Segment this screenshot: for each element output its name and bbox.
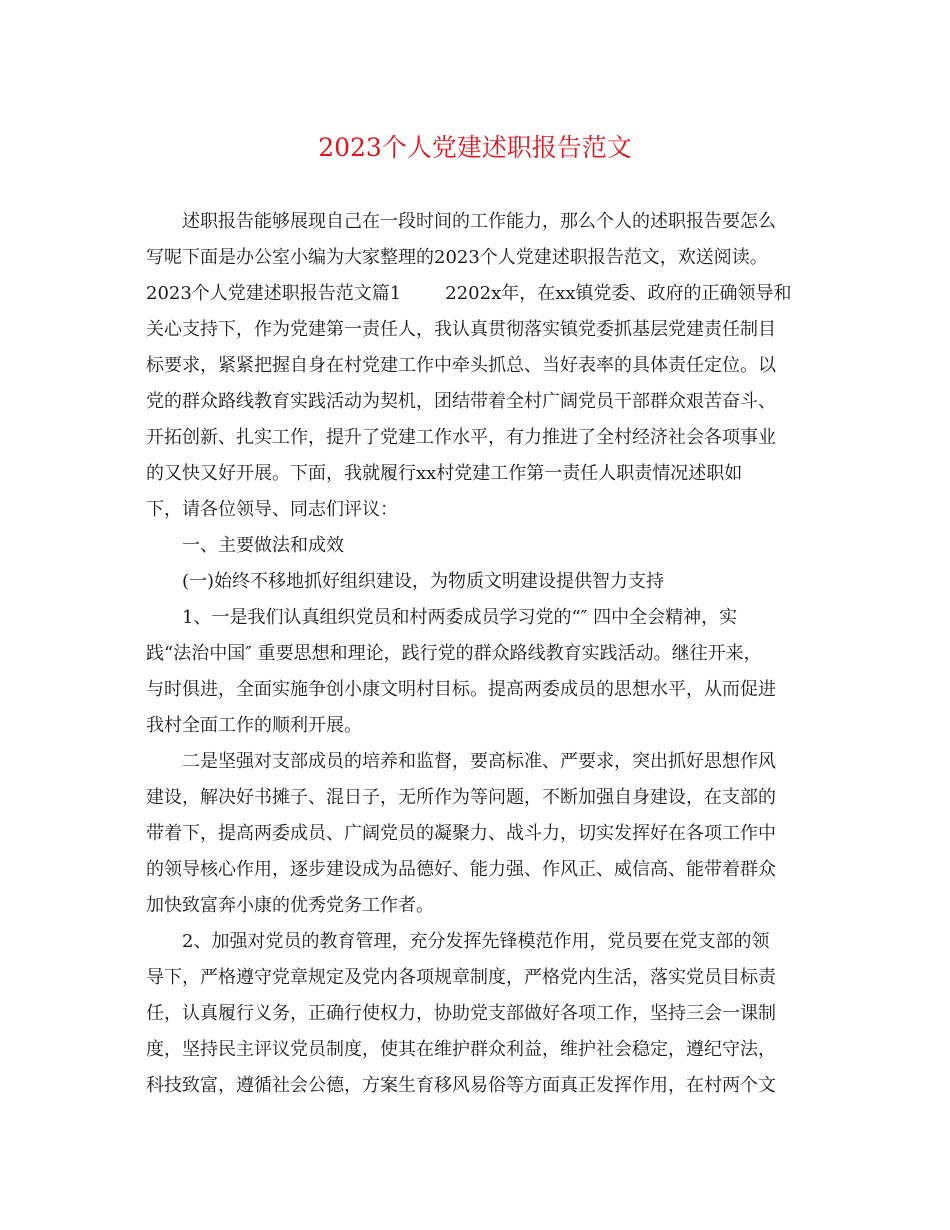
subsection-heading-1: (一)始终不移地抓好组织建设，为物质文明建设提供智力支持 bbox=[182, 571, 665, 592]
item-1-line-3: 与时俱进，全面实施争创小康文明村目标。提高两委成员的思想水平，从而促进 bbox=[146, 679, 776, 700]
item-1-line-2: 践“法治中国″ 重要思想和理论，践行党的群众路线教育实践活动。继往开来， bbox=[146, 643, 762, 664]
paragraph-1-line-5: 开拓创新、扎实工作，提升了党建工作水平，有力推进了全村经济社会各项事业 bbox=[146, 427, 776, 448]
item-1b-line-3: 带着下，提高两委成员、广阔党员的凝聚力、战斗力，切实发挥好在各项工作中 bbox=[146, 823, 776, 844]
item-2-line-5: 科技致富，遵循社会公德，方案生育移风易俗等方面真正发挥作用，在村两个文 bbox=[146, 1075, 776, 1096]
item-1b-line-1: 二是坚强对支部成员的培养和监督，要高标准、严要求，突出抓好思想作风 bbox=[182, 751, 776, 772]
item-2-line-4: 度，坚持民主评议党员制度，使其在维护群众利益，维护社会稳定，遵纪守法， bbox=[146, 1039, 776, 1060]
paragraph-1-line-4: 党的群众路线教育实践活动为契机，团结带着全村广阔党员干部群众艰苦奋斗、 bbox=[146, 391, 776, 412]
item-1b-line-4: 的领导核心作用，逐步建设成为品德好、能力强、作风正、威信高、能带着群众 bbox=[146, 859, 776, 880]
section-heading-1: 一、主要做法和成效 bbox=[182, 535, 344, 556]
paragraph-1-line-2: 关心支持下，作为党建第一责任人，我认真贯彻落实镇党委抓基层党建责任制目 bbox=[146, 319, 776, 340]
item-1-line-4: 我村全面工作的顺利开展。 bbox=[146, 715, 362, 736]
essay-heading: 2023个人党建述职报告范文篇1 bbox=[146, 283, 402, 304]
item-1-line-1: 1、一是我们认真组织党员和村两委成员学习党的“″ 四中全会精神，实 bbox=[182, 607, 738, 628]
paragraph-1-start: 2202x年，在xx镇党委、政府的正确领导和 bbox=[445, 283, 792, 304]
paragraph-1-line-3: 标要求，紧紧把握自身在村党建工作中牵头抓总、当好表率的具体责任定位。以 bbox=[146, 355, 776, 376]
intro-line-1: 述职报告能够展现自己在一段时间的工作能力，那么个人的述职报告要怎么 bbox=[182, 211, 776, 232]
intro-line-2: 写呢下面是办公室小编为大家整理的2023个人党建述职报告范文，欢送阅读。 bbox=[146, 247, 768, 268]
paragraph-1-line-6: 的又快又好开展。下面，我就履行xx村党建工作第一责任人职责情况述职如 bbox=[146, 463, 743, 484]
item-1b-line-2: 建设，解决好书摊子、混日子，无所作为等问题，不断加强自身建设，在支部的 bbox=[146, 787, 776, 808]
paragraph-1-line-7: 下，请各位领导、同志们评议： bbox=[146, 499, 398, 520]
item-2-line-3: 任，认真履行义务，正确行使权力，协助党支部做好各项工作，坚持三会一课制 bbox=[146, 1003, 776, 1024]
essay-heading-line bbox=[146, 276, 806, 312]
item-2-line-2: 导下，严格遵守党章规定及党内各项规章制度，严格党内生活，落实党员目标责 bbox=[146, 967, 776, 988]
item-2-line-1: 2、加强对党员的教育管理，充分发挥先锋模范作用，党员要在党支部的领 bbox=[182, 931, 770, 952]
item-1b-line-5: 加快致富奔小康的优秀党务工作者。 bbox=[146, 895, 434, 916]
document-title: 2023个人党建述职报告范文 bbox=[318, 133, 632, 162]
